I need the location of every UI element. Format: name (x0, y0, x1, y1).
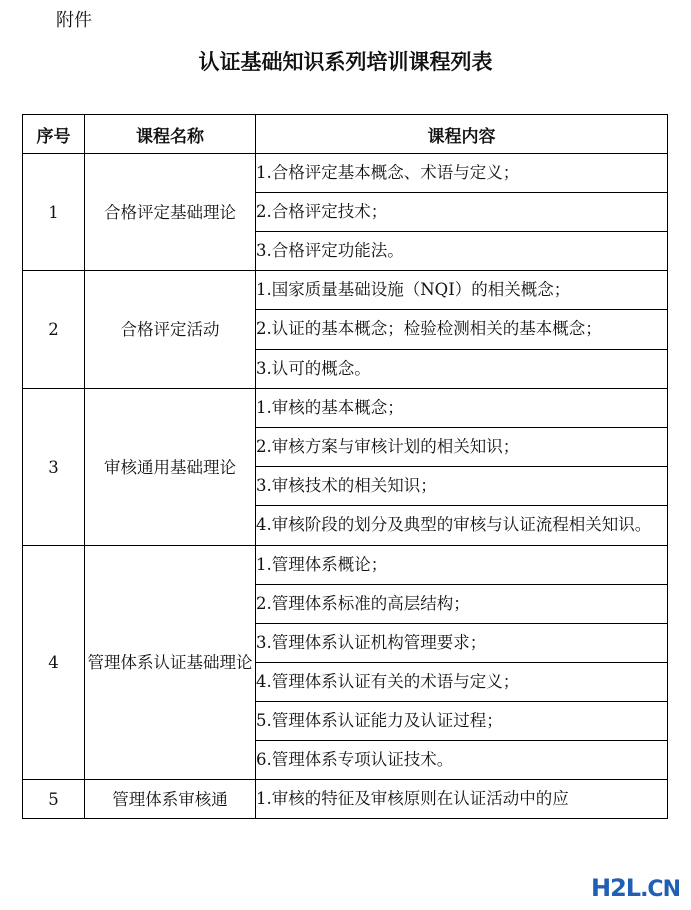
content-item: 1.审核的基本概念； (256, 389, 668, 428)
content-item: 1.国家质量基础设施（NQI）的相关概念； (256, 271, 668, 310)
table-row (23, 546, 668, 585)
site-watermark (588, 874, 683, 902)
content-item: 5.管理体系认证能力及认证过程； (256, 702, 668, 741)
watermark-h2l: H2L (591, 874, 641, 902)
document-title: 认证基础知识系列培训课程列表 (198, 49, 493, 74)
watermark-cn: .CN (640, 877, 680, 902)
content-item: 4.管理体系认证有关的术语与定义； (256, 663, 668, 702)
table-row (23, 389, 668, 428)
content-item: 2.认证的基本概念；检验检测相关的基本概念； (256, 310, 668, 350)
row-number: 5 (23, 780, 85, 819)
content-item: 3.认可的概念。 (256, 350, 668, 389)
table-header-row (23, 115, 668, 154)
table-row (23, 271, 668, 310)
content-item: 2.审核方案与审核计划的相关知识； (256, 428, 668, 467)
row-number: 4 (23, 546, 85, 780)
content-item: 6.管理体系专项认证技术。 (256, 741, 668, 780)
table-row (23, 154, 668, 193)
row-number: 1 (23, 154, 85, 271)
row-number: 2 (23, 271, 85, 389)
content-item: 2.管理体系标准的高层结构； (256, 585, 668, 624)
header-no: 序号 (23, 115, 85, 154)
content-item: 1.合格评定基本概念、术语与定义； (256, 154, 668, 193)
row-number: 3 (23, 389, 85, 546)
course-name: 管理体系审核通 (85, 780, 256, 819)
course-name: 合格评定基础理论 (85, 154, 256, 271)
content-item: 1.审核的特征及审核原则在认证活动中的应 (256, 780, 668, 819)
content-item: 4.审核阶段的划分及典型的审核与认证流程相关知识。 (256, 506, 668, 546)
content-item: 3.合格评定功能法。 (256, 232, 668, 271)
course-table (22, 114, 668, 819)
header-course-content: 课程内容 (256, 115, 668, 154)
course-name: 合格评定活动 (85, 271, 256, 389)
content-item: 1.管理体系概论； (256, 546, 668, 585)
course-name: 管理体系认证基础理论 (85, 546, 256, 780)
course-name: 审核通用基础理论 (85, 389, 256, 546)
content-item: 2.合格评定技术； (256, 193, 668, 232)
content-item: 3.审核技术的相关知识； (256, 467, 668, 506)
table-row (23, 780, 668, 819)
content-item: 3.管理体系认证机构管理要求； (256, 624, 668, 663)
header-course-name: 课程名称 (85, 115, 256, 154)
attachment-label: 附件 (56, 10, 92, 31)
